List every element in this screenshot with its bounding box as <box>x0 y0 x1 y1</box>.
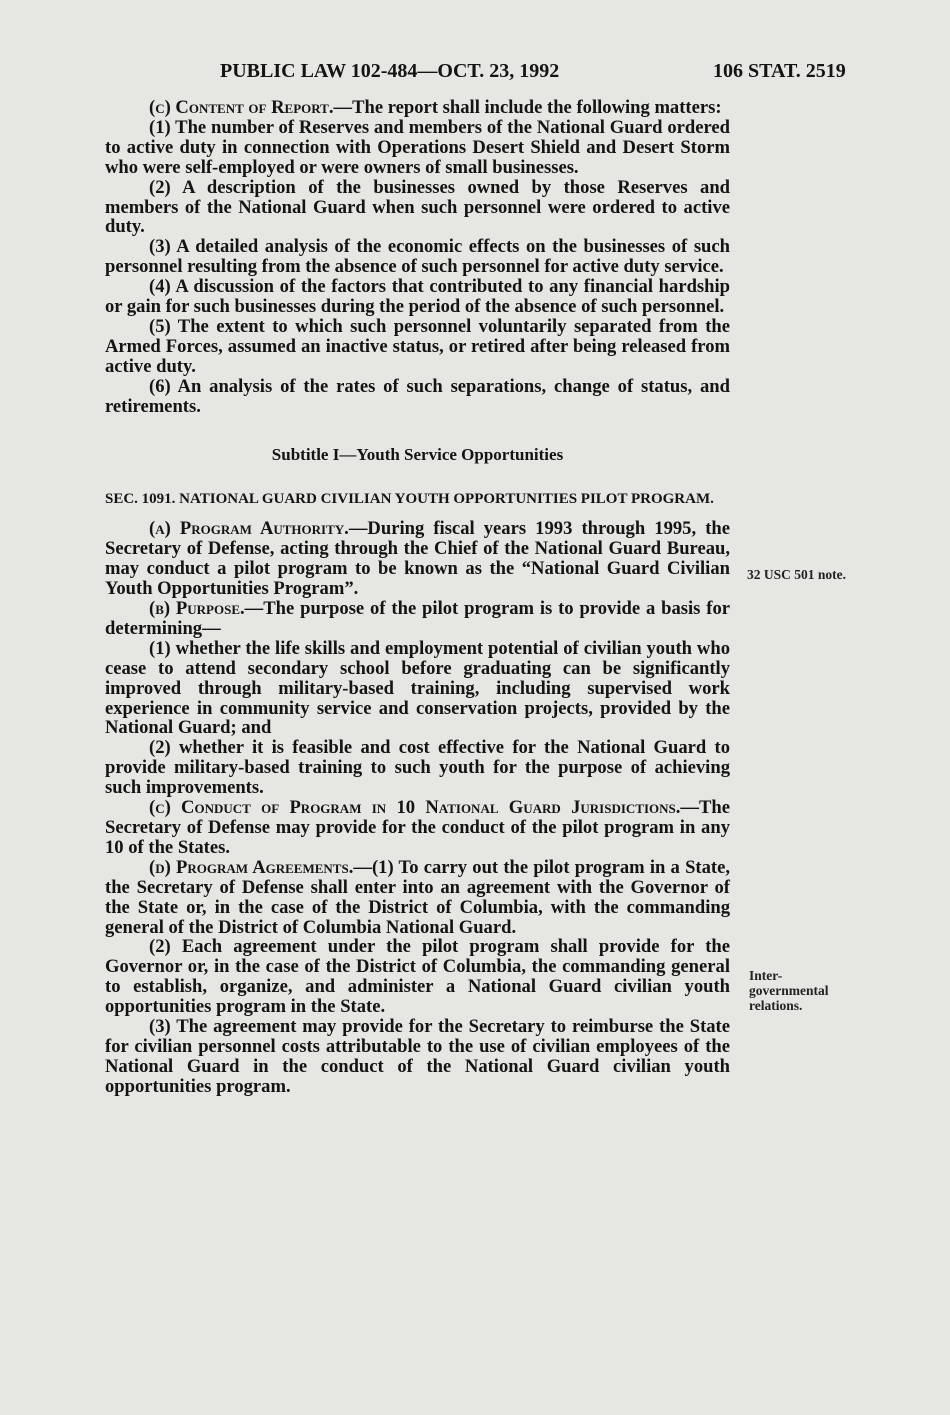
agreements-item-3: (3) The agreement may provide for the Secretary to reimburse the State for civilian personnel costs attributable to the use of civilian employees of the National Guard in the conduct of the National Guard civilian youth opportunities program. <box>105 1016 730 1097</box>
purpose-label: (b) Purpose. <box>149 598 245 620</box>
purpose-paragraph <box>105 599 730 639</box>
purpose-item-2: (2) whether it is feasible and cost effective for the National Guard to provide military-based training to such youth for the purpose of achieving such improvements. <box>105 737 730 799</box>
agreements-item-2: (2) Each agreement under the pilot program shall provide for the Governor or, in the case of the District of Columbia, the commanding general to establish, organize, and administer a National Guard civilian youth opportunities program in the State. <box>105 936 730 1018</box>
purpose-text: —The purpose of the pilot program is to provide a basis for determining— <box>105 598 730 639</box>
conduct-label: (c) Conduct of Program in 10 National Guard Jurisdictions. <box>149 797 681 819</box>
stat-page-number: 106 STAT. 2519 <box>713 60 846 82</box>
agreements-label: (d) Program Agreements. <box>149 856 354 878</box>
page-header <box>0 60 950 88</box>
purpose-item-1: (1) whether the life skills and employment potential of civilian youth who cease to attend secondary school before graduating can be significantly improved through military-based training, including supervised work experience in community service and conservation projects, provided by the National Guard; and <box>105 637 730 739</box>
report-item-6: (6) An analysis of the rates of such separations, change of status, and retirements. <box>105 375 730 417</box>
document-body <box>105 98 730 1097</box>
report-item-4: (4) A discussion of the factors that contributed to any financial hardship or gain for such businesses during the period of the absence of such personnel. <box>105 276 730 318</box>
usc-margin-note: 32 USC 501 note. <box>747 567 847 582</box>
report-item-1: (1) The number of Reserves and members of the National Guard ordered to active duty in connection with Operations Desert Shield and Desert Storm who were self-employed or were owners of small businesses. <box>105 116 730 178</box>
report-content-text: —The report shall include the following matters: <box>333 97 722 118</box>
conduct-paragraph <box>105 798 730 858</box>
agreements-paragraph <box>105 858 730 938</box>
report-content-paragraph <box>105 98 730 118</box>
subtitle-heading: Subtitle I—Youth Service Opportunities <box>271 444 564 464</box>
report-item-3: (3) A detailed analysis of the economic effects on the businesses of such personnel resulting from the absence of such personnel for active duty service. <box>105 236 730 278</box>
report-item-2: (2) A description of the businesses owned by those Reserves and members of the National Guard when such personnel were ordered to active duty. <box>105 176 730 238</box>
report-content-label: (c) Content of Report. <box>149 97 334 118</box>
section-heading: SEC. 1091. NATIONAL GUARD CIVILIAN YOUTH OPPORTUNITIES PILOT PROGRAM. <box>105 491 714 508</box>
program-authority-text: —During fiscal years 1993 through 1995, the Secretary of Defense, acting through the Chief of the National Guard Bureau, may conduct a pilot program to be known as the “National Guard Civilian Youth Opportunities Program”. <box>105 518 730 600</box>
program-authority-label: (a) Program Authority. <box>149 518 349 540</box>
report-item-5: (5) The extent to which such personnel voluntarily separated from the Armed Forces, assumed an inactive status, or retired after being released from active duty. <box>105 315 730 377</box>
intergovernmental-margin-note: Inter-governmental relations. <box>749 968 829 1013</box>
conduct-text: —The Secretary of Defense may provide for the conduct of the pilot program in any 10 of the States. <box>105 797 730 858</box>
law-title: PUBLIC LAW 102-484—OCT. 23, 1992 <box>220 60 560 82</box>
agreements-text: —(1) To carry out the pilot program in a State, the Secretary of Defense shall enter into an agreement with the Governor of the State or, in the case of the District of Columbia, with the commanding general of the District of Columbia National Guard. <box>105 856 730 938</box>
program-authority-paragraph <box>105 519 730 599</box>
